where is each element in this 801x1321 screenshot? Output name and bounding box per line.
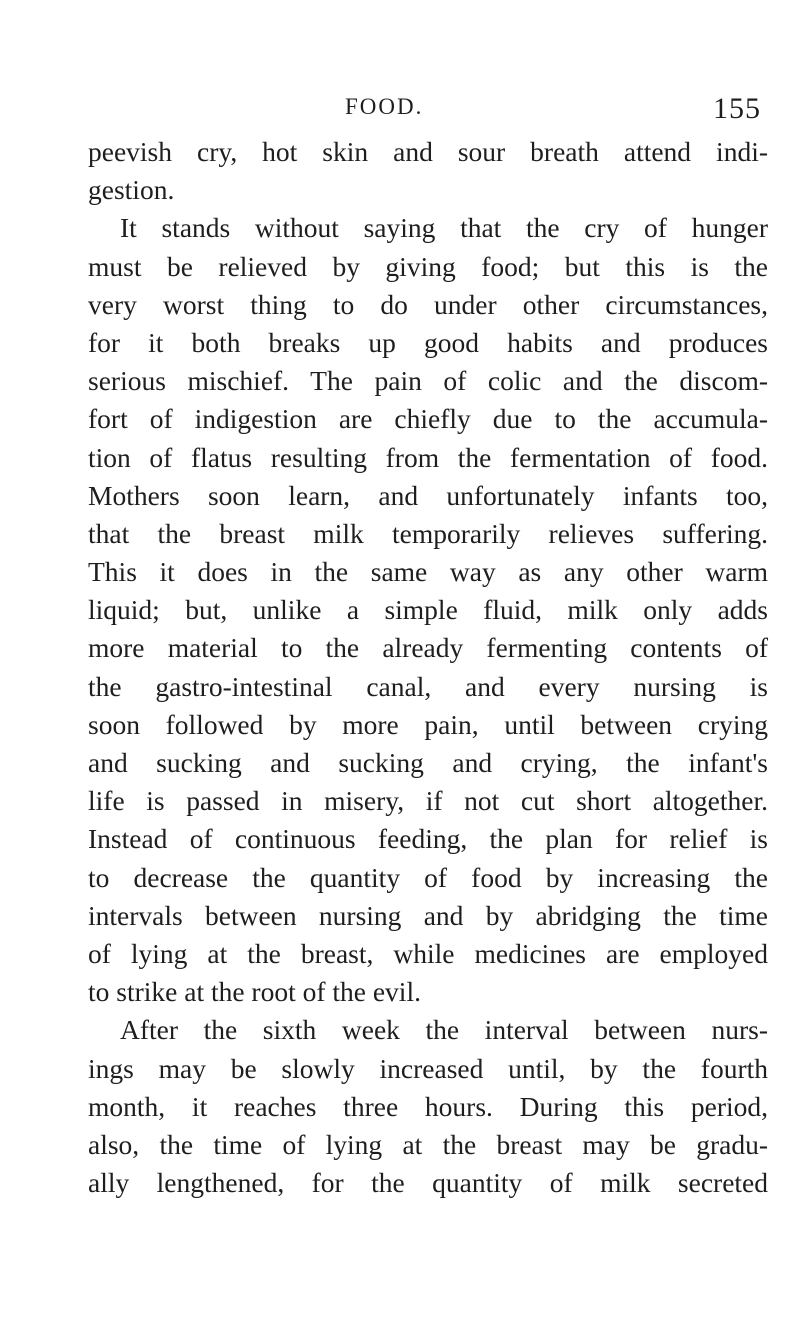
body-text (88, 133, 768, 1202)
page-number: 155 (713, 92, 761, 125)
text-line: fort of indigestion are chiefly due to the accumula- (88, 403, 768, 435)
text-line: that the breast milk temporarily relieves suffering. (88, 517, 768, 549)
text-line: It stands without saying that the cry of hunger (120, 212, 768, 244)
text-line: very worst thing to do under other circumstances, (88, 288, 768, 320)
text-line: life is passed in misery, if not cut short altogether. (88, 785, 768, 817)
running-title: FOOD. (345, 94, 424, 119)
text-line: for it both breaks up good habits and produces (88, 326, 768, 358)
text-line: Instead of continuous feeding, the plan for relief is (88, 823, 768, 855)
text-line: the gastro-intestinal canal, and every nursing is (88, 670, 768, 702)
text-line: After the sixth week the interval between nurs- (120, 1014, 768, 1046)
text-line: Mothers soon learn, and unfortunately infants too, (88, 479, 768, 511)
text-line: This it does in the same way as any other warm (88, 556, 768, 588)
text-line: tion of flatus resulting from the fermentation of food. (88, 441, 768, 473)
text-line: ings may be slowly increased until, by the fourth (88, 1052, 768, 1084)
text-line: to decrease the quantity of food by increasing the (88, 861, 768, 893)
text-line: must be relieved by giving food; but this is the (88, 250, 768, 282)
text-line: serious mischief. The pain of colic and the discom- (88, 365, 768, 397)
text-line: of lying at the breast, while medicines are employed (88, 937, 768, 969)
text-line: month, it reaches three hours. During this period, (88, 1090, 768, 1122)
text-line: liquid; but, unlike a simple fluid, milk only adds (88, 594, 768, 626)
text-line: soon followed by more pain, until between crying (88, 708, 768, 740)
text-line: gestion. (88, 174, 175, 206)
text-line: peevish cry, hot skin and sour breath attend indi- (88, 136, 768, 167)
text-line: intervals between nursing and by abridging the time (88, 899, 768, 931)
text-line: more material to the already fermenting contents of (88, 632, 768, 664)
text-line: and sucking and sucking and crying, the infant's (88, 747, 768, 778)
text-line: also, the time of lying at the breast may be gradu- (88, 1128, 768, 1160)
page-header (0, 94, 801, 134)
text-line: ally lengthened, for the quantity of milk secreted (88, 1167, 768, 1199)
text-line: to strike at the root of the evil. (88, 976, 421, 1008)
